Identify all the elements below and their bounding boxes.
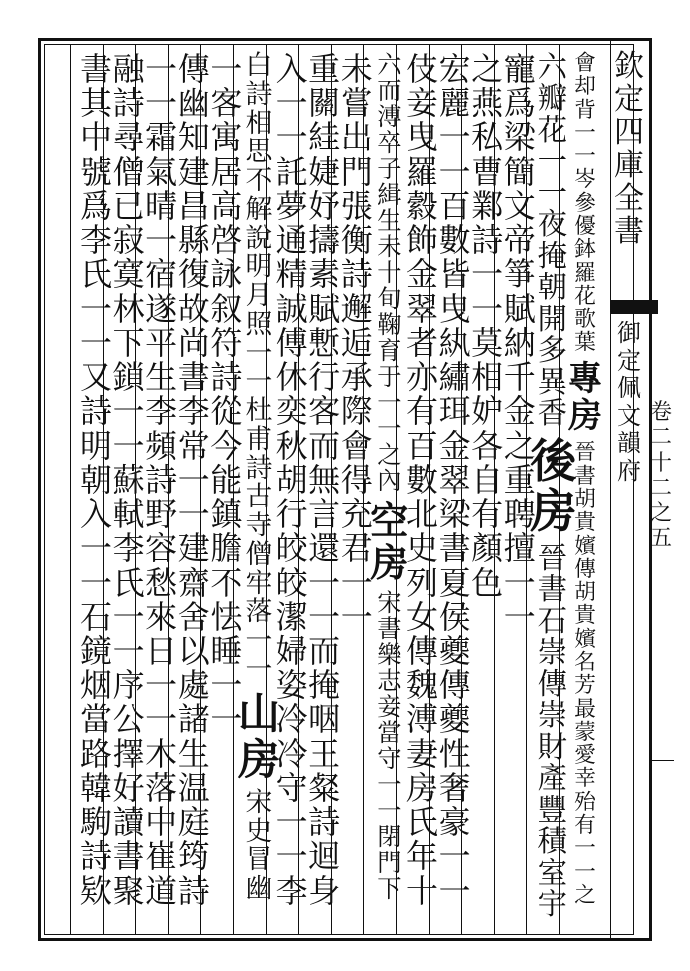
text-column: 寵 爲 梁 簡 文 帝 箏 賦 納 千 金 之 重 聘 擅 一 一	[503, 50, 536, 636]
text-column: 傳 幽 知 建 昌 縣 復 故 尚 書 李 常 一 一 建 齋 舍 以 處 諸 生 温 庭 筠 詩	[177, 50, 210, 910]
text-column: 一 一 霜 氣 晴 一 宿 遂 平 生 李 頻 詩 野 容 愁 來 日 一 一 木 落 中 崔 道	[145, 50, 178, 910]
margin-book-subtitle: 御 定 佩 文 韻 府	[617, 319, 641, 485]
margin-volume-number: 卷 二 十 二 之 五	[649, 400, 672, 552]
entry-heading: 空 房	[370, 498, 409, 585]
margin-book-title: 欽 定 四 庫 全 書	[614, 49, 644, 249]
text-column: 六 瓣 花 一 一 夜 掩 朝 開 多 異 香 後 房 晉 書 石 崇 傳 崇 財 產 豐 積 室 宇	[530, 50, 577, 922]
text-column: 白 詩 相 思 不 解 說 明 月 照 一 一 杜 甫 詩 古 寺 僧 牢 落 一 一 山 房 宋 史 冒 幽	[237, 50, 280, 905]
text-column: 之 燕 私 曹 鄴 詩 一 一 莫 相 妒 各 自 有 顏 色	[471, 50, 504, 602]
text-column: 入 一 一 託 夢 通 精 誠 傅 休 奕 秋 胡 行 皎 皎 潔 婦 姿 冷 冷 守 一 一 李	[275, 50, 308, 910]
fish-tail-mark	[610, 300, 658, 314]
entry-heading: 山 房	[237, 688, 280, 784]
entry-heading: 專 房	[568, 358, 602, 437]
text-column: 一 客 寓 居 高 啓 詠 叙 符 詩 從 今 能 鎮 膽 不 怯 睡 一 一	[210, 50, 243, 739]
text-column: 融 詩 尋 僧 已 寂 寞 林 下 鎖 一 一 蘇 軾 李 氏 一 一 序 公 擇 好 讀 書 聚	[112, 50, 145, 910]
text-column: 六 而 溥 卒 子 緝 生 未 十 旬 鞠 育 于 一 一 之 內 空 房 宋 書 樂 志 妾 當 守 一 一 閉 門 下	[364, 52, 414, 932]
text-column: 書 其 中 號 爲 李 氏 一 一 又 詩 明 朝 入 一 一 石 鏡 烟 當 路 韓 駒 詩 欵	[79, 50, 112, 910]
column-rule	[70, 44, 71, 935]
text-column: 重 關 絓 婕 妤 擣 素 賦 慙 行 客 而 無 言 還 一 一 而 掩 咽 王 粲 詩 迴 身	[308, 50, 341, 910]
text-column: 未 嘗 出 門 張 衡 詩 邂 逅 承 際 會 得 充 君 一 一	[340, 50, 373, 636]
text-column: 宏 麗 一 一 百 數 皆 曳 紈 繡 珥 金 翠 梁 書 夏 侯 夔 傳 夔 性 奢 豪 一 一	[438, 50, 471, 910]
entry-heading: 後 房	[530, 433, 577, 539]
margin-tick	[652, 760, 674, 761]
text-column: 伎 妾 曳 羅 縠 飾 金 翠 者 亦 有 百 數 北 史 列 女 傳 魏 溥 妻 房 氏 年 十	[405, 50, 438, 910]
text-column: 會 却 背 一 一 岑 參 優 鉢 羅 花 歌 葉 專 房 晉 書 胡 貴 嬪 傳 胡 貴 嬪 名 芳 最 蒙 愛 幸 殆 有 一 一 之	[560, 52, 610, 932]
